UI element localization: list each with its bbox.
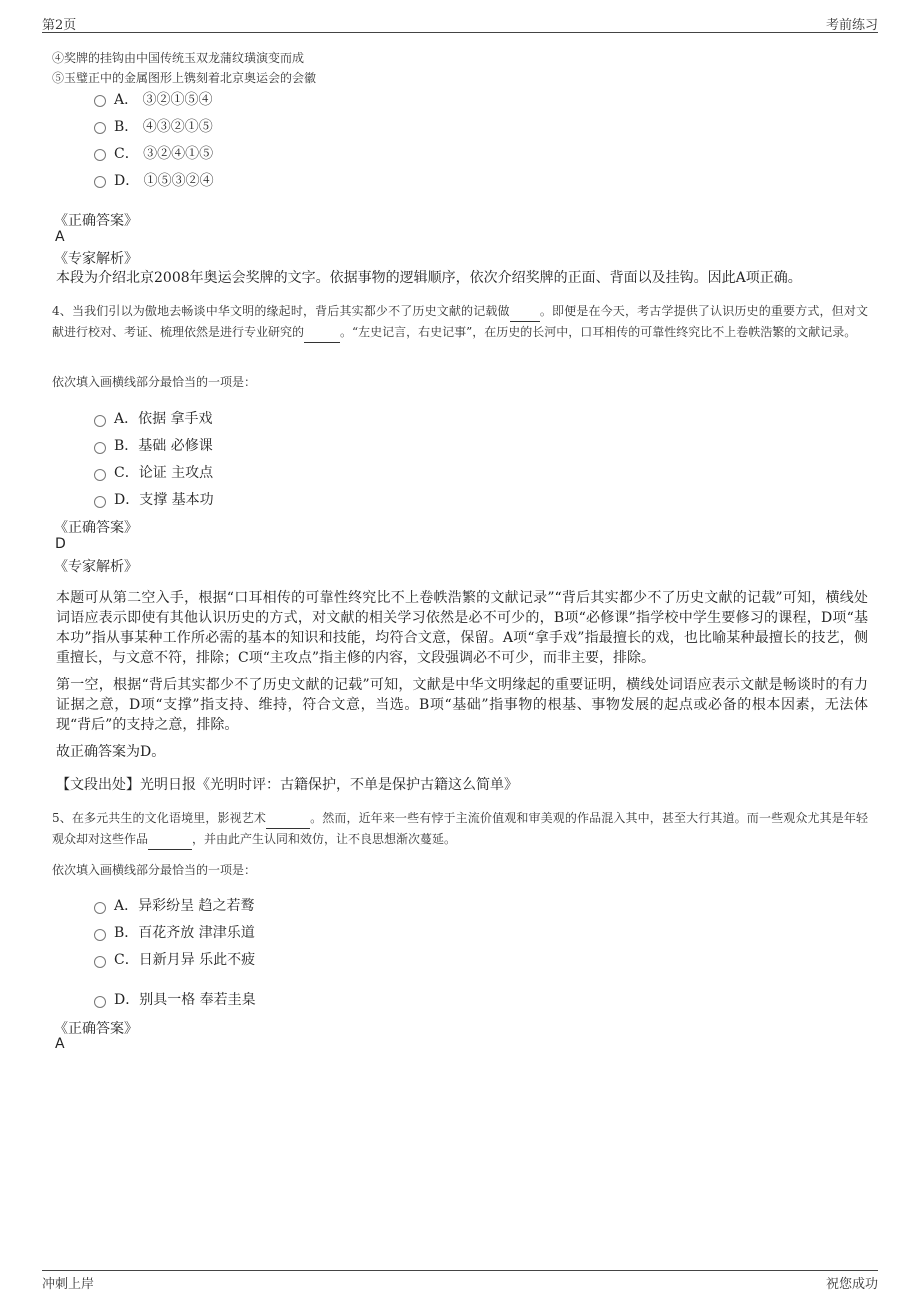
q4-option-c[interactable]: C．论证 主攻点 <box>114 465 214 481</box>
q3-option-d[interactable]: D． ①⑤③②④ <box>114 173 214 189</box>
q4-analysis-label: 《专家解析》 <box>54 559 138 575</box>
q5-option-a[interactable]: A．异彩纷呈 趋之若鹜 <box>114 898 255 914</box>
header-rule <box>42 32 878 33</box>
q5-prompt: 依次填入画横线部分最恰当的一项是： <box>52 863 257 877</box>
q5-radio-b[interactable] <box>94 929 106 941</box>
q4-option-a[interactable]: A．依据 拿手戏 <box>114 411 213 427</box>
q4-analysis-p3: 故正确答案为D。 <box>56 744 166 760</box>
q3-answer: A <box>55 229 65 245</box>
q5-stem: 5、在多元共生的文化语境里，影视艺术 。然而，近年来一些有悖于主流价值观和审美观的作品混入其中，甚至大行其道。而一些观众尤其是年轻观众却对这些作品 ，并由此产生认同和效仿，让不良思想渐次蔓延。 <box>52 808 868 850</box>
q3-item-4: ④奖牌的挂钩由中国传统玉双龙蒲纹璜演变而成 <box>52 51 305 65</box>
q3-radio-b[interactable] <box>94 122 106 134</box>
q5-radio-c[interactable] <box>94 956 106 968</box>
q4-radio-b[interactable] <box>94 442 106 454</box>
q3-item-5: ⑤玉璧正中的金属图形上镌刻着北京奥运会的会徽 <box>52 71 317 85</box>
q3-answer-label: 《正确答案》 <box>54 213 138 229</box>
q3-option-c[interactable]: C． ③②④①⑤ <box>114 146 214 162</box>
q5-answer: A <box>55 1036 65 1052</box>
q5-option-b[interactable]: B．百花齐放 津津乐道 <box>114 925 255 941</box>
q5-answer-label: 《正确答案》 <box>54 1021 138 1037</box>
q4-analysis-p1: 本题可从第二空入手，根据“口耳相传的可靠性终究比不上卷帙浩繁的文献记录”“背后其实都少不了历史文献的记载”可知，横线处词语应表示即使有其他认识历史的方式，对文献的相关学习依然是必不可少的，B项“必修课”指学校中学生要修习的课程，D项“基本功”指从事某种工作所必需的基本的知识和技能，均符合文意，保留。A项“拿手戏”指最擅长的戏，也比喻某种最擅长的技艺，侧重擅长，与文意不符，排除；C项“主攻点”指主修的内容，文段强调必不可少，而非主要，排除。 <box>56 590 868 666</box>
q5-radio-a[interactable] <box>94 902 106 914</box>
header-title: 考前练习 <box>825 18 878 33</box>
q4-option-b[interactable]: B．基础 必修课 <box>114 438 213 454</box>
q4-prompt: 依次填入画横线部分最恰当的一项是： <box>52 375 257 389</box>
q3-option-a[interactable]: A． ③②①⑤④ <box>114 92 213 108</box>
footer-left: 冲刺上岸 <box>42 1277 95 1292</box>
footer-right: 祝您成功 <box>825 1277 878 1292</box>
q4-answer-label: 《正确答案》 <box>54 520 138 536</box>
q4-stem: 4、当我们引以为傲地去畅谈中华文明的缘起时，背后其实都少不了历史文献的记载做 。即便是在今天，考古学提供了认识历史的重要方式，但对文献进行校对、考证、梳理依然是进行专业研究的 。“左史记言，右史记事”，在历史的长河中，口耳相传的可靠性终究比不上卷帙浩繁的文献记录。 <box>52 301 868 343</box>
q5-radio-d[interactable] <box>94 996 106 1008</box>
q4-answer: D <box>55 536 66 552</box>
q3-analysis-label: 《专家解析》 <box>54 251 138 267</box>
q4-source: 【文段出处】光明日报《光明时评：古籍保护，不单是保护古籍这么简单》 <box>56 777 518 793</box>
q3-radio-d[interactable] <box>94 176 106 188</box>
q3-radio-c[interactable] <box>94 149 106 161</box>
q5-option-c[interactable]: C．日新月异 乐此不疲 <box>114 952 256 968</box>
q4-option-d[interactable]: D．支撑 基本功 <box>114 492 214 508</box>
q4-radio-c[interactable] <box>94 469 106 481</box>
footer-rule <box>42 1270 878 1271</box>
q4-analysis-p2: 第一空，根据“背后其实都少不了历史文献的记载”可知，文献是中华文明缘起的重要证明，横线处词语应表示文献是畅谈时的有力证据之意，D项“支撑”指支持、维持，符合文意，当选。B项“基础”指事物的根基、事物发展的起点或必备的根本因素，无法体现“背后”的支持之意，排除。 <box>56 677 868 733</box>
q3-radio-a[interactable] <box>94 95 106 107</box>
q3-option-b[interactable]: B． ④③②①⑤ <box>114 119 213 135</box>
q3-analysis: 本段为介绍北京2008年奥运会奖牌的文字。依据事物的逻辑顺序，依次介绍奖牌的正面、背面以及挂钩。因此A项正确。 <box>56 270 802 286</box>
q5-option-d[interactable]: D．别具一格 奉若圭臬 <box>114 992 256 1008</box>
q4-radio-d[interactable] <box>94 496 106 508</box>
page-number: 第2页 <box>42 18 77 33</box>
q4-radio-a[interactable] <box>94 415 106 427</box>
